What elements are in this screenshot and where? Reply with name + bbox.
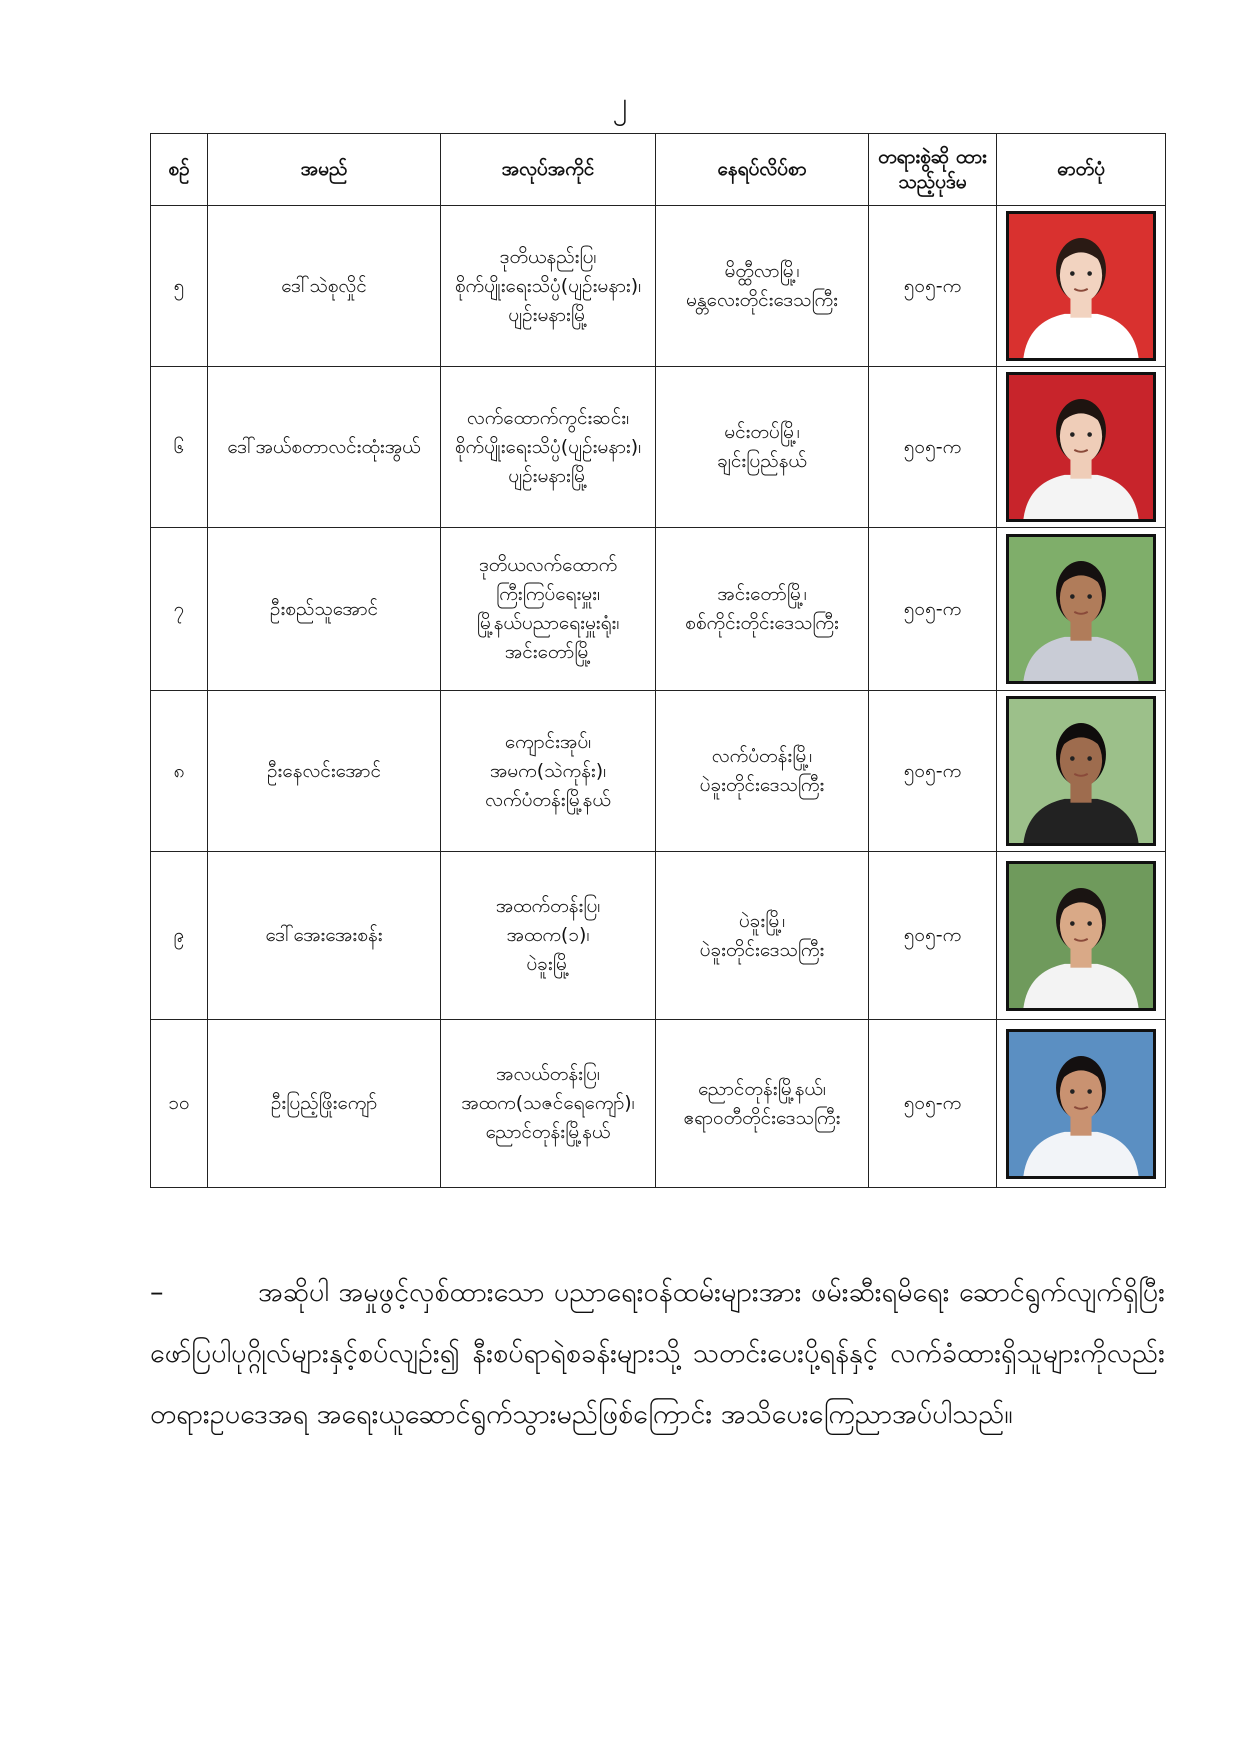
table-row xyxy=(151,691,1166,852)
address-line: ညောင်တုန်းမြို့နယ်၊ xyxy=(698,1077,826,1100)
address-line: ချင်းပြည်နယ် xyxy=(717,450,807,472)
occupation-line: အထက(သဇင်ရေကျော်)၊ xyxy=(461,1092,635,1114)
occupation-line: အထက်တန်းပြ၊ xyxy=(495,895,601,917)
occupation-line: ဒုတိယနည်းပြ၊ xyxy=(499,245,597,268)
header-occupation: အလုပ်အကိုင် xyxy=(441,134,656,206)
cell-photo xyxy=(997,691,1166,852)
occupation-line: မြို့နယ်ပညာရေးမှူးရုံး၊ xyxy=(476,612,620,634)
cell-photo xyxy=(997,206,1166,367)
wanted-persons-table xyxy=(150,133,1166,1188)
cell-name: ဦးစည်သူအောင် xyxy=(208,528,441,691)
occupation-line: အမက(သဲကုန်း)၊ xyxy=(489,759,607,782)
occupation-line: အင်းတော်မြို့ xyxy=(504,641,592,663)
occupation-line: ပျဉ်းမနားမြို့ xyxy=(508,464,588,487)
portrait-photo xyxy=(1006,534,1156,684)
address-line: လက်ပံတန်းမြို့၊ xyxy=(711,745,813,767)
occupation-line: ညောင်တုန်းမြို့နယ် xyxy=(485,1121,611,1143)
address-line: အင်းတော်မြို့၊ xyxy=(717,583,807,605)
cell-occupation xyxy=(441,691,656,852)
cell-address xyxy=(656,852,869,1020)
address-line: ပဲခူးမြို့၊ xyxy=(738,909,786,932)
cell-name: ဦးပြည့်ဖြိုးကျော် xyxy=(208,1020,441,1188)
cell-address xyxy=(656,528,869,691)
address-line: ပဲခူးတိုင်းဒေသကြီး xyxy=(699,938,825,961)
occupation-line: ပဲခူးမြို့ xyxy=(526,953,570,975)
occupation-line: ပျဉ်းမနားမြို့ xyxy=(508,303,588,326)
cell-section: ၅၀၅-က xyxy=(869,852,997,1020)
table-body xyxy=(151,206,1166,1188)
cell-name: ဒေါ်အေးအေးစန်း xyxy=(208,852,441,1020)
cell-section: ၅၀၅-က xyxy=(869,206,997,367)
paragraph-text: အဆိုပါ အမှုဖွင့်လှစ်ထားသော ပညာရေးဝန်ထမ်းများအား ဖမ်းဆီးရမိရေး ဆောင်ရွက်လျက်ရှိပြီး ဖော်ပြပါပုဂ္ဂိုလ်များနှင့်စပ်လျဉ်း၍ နီးစပ်ရာရဲစခန်းများသို့ သတင်းပေးပို့ရန်နှင့် လက်ခံထားရှိသူများကိုလည်း တရားဥပဒေအရ အရေးယူဆောင်ရွက်သွားမည်ဖြစ်ကြောင်း အသိပေးကြေညာအပ်ပါသည်။ xyxy=(150,1277,1165,1430)
cell-no: ၁၀ xyxy=(151,1020,208,1188)
cell-no: ၉ xyxy=(151,852,208,1020)
announcement-paragraph xyxy=(150,1262,1165,1445)
cell-name: ဒေါ်သဲစုလှိုင် xyxy=(208,206,441,367)
occupation-line: လက်ထောက်ကွင်းဆင်း၊ xyxy=(466,406,630,429)
table-row xyxy=(151,1020,1166,1188)
address-line: စစ်ကိုင်းတိုင်းဒေသကြီး xyxy=(685,612,839,634)
header-name: အမည် xyxy=(208,134,441,206)
cell-photo xyxy=(997,1020,1166,1188)
table-row xyxy=(151,852,1166,1020)
cell-address xyxy=(656,367,869,528)
table-row xyxy=(151,206,1166,367)
cell-occupation xyxy=(441,1020,656,1188)
header-photo: ဓာတ်ပုံ xyxy=(997,134,1166,206)
portrait-photo xyxy=(1006,861,1156,1011)
cell-occupation xyxy=(441,528,656,691)
cell-section: ၅၀၅-က xyxy=(869,1020,997,1188)
portrait-photo xyxy=(1006,211,1156,361)
header-section: တရားစွဲဆို ထားသည့်ပုဒ်မ xyxy=(869,134,997,206)
occupation-line: ကျောင်းအုပ်၊ xyxy=(504,730,592,753)
cell-occupation xyxy=(441,206,656,367)
cell-name: ဒေါ်အယ်စတာလင်းထုံးအွယ် xyxy=(208,367,441,528)
address-line: မိတ္ထီလာမြို့၊ xyxy=(724,260,800,282)
cell-name: ဦးနေလင်းအောင် xyxy=(208,691,441,852)
portrait-photo xyxy=(1006,696,1156,846)
address-line: မင်းတပ်မြို့၊ xyxy=(724,421,800,443)
occupation-line: စိုက်ပျိုးရေးသိပ္ပံ(ပျဉ်းမနား)၊ xyxy=(454,435,642,458)
occupation-line: ကြီးကြပ်ရေးမှူး၊ xyxy=(496,583,600,605)
table-header-row xyxy=(151,134,1166,206)
cell-section: ၅၀၅-က xyxy=(869,528,997,691)
cell-occupation xyxy=(441,367,656,528)
cell-photo xyxy=(997,528,1166,691)
header-no: စဉ် xyxy=(151,134,208,206)
occupation-line: စိုက်ပျိုးရေးသိပ္ပံ(ပျဉ်းမနား)၊ xyxy=(454,274,642,297)
occupation-line: ဒုတိယလက်ထောက် xyxy=(478,554,618,576)
cell-occupation xyxy=(441,852,656,1020)
portrait-photo xyxy=(1006,372,1156,522)
address-line: ဧရာဝတီတိုင်းဒေသကြီး xyxy=(683,1106,841,1129)
cell-section: ၅၀၅-က xyxy=(869,691,997,852)
occupation-line: အထက(၁)၊ xyxy=(506,924,590,946)
address-line: ပဲခူးတိုင်းဒေသကြီး xyxy=(699,774,825,796)
cell-photo xyxy=(997,852,1166,1020)
cell-no: ၈ xyxy=(151,691,208,852)
address-line: မန္တလေးတိုင်းဒေသကြီး xyxy=(686,289,838,311)
cell-no: ၆ xyxy=(151,367,208,528)
occupation-line: အလယ်တန်းပြ၊ xyxy=(496,1063,600,1085)
cell-address xyxy=(656,206,869,367)
header-address: နေရပ်လိပ်စာ xyxy=(656,134,869,206)
cell-no: ၇ xyxy=(151,528,208,691)
cell-photo xyxy=(997,367,1166,528)
occupation-line: လက်ပံတန်းမြို့နယ် xyxy=(485,788,611,811)
table-row xyxy=(151,528,1166,691)
cell-no: ၅ xyxy=(151,206,208,367)
paragraph-dash: – xyxy=(150,1277,164,1308)
page-number: ၂ xyxy=(612,86,628,121)
cell-section: ၅၀၅-က xyxy=(869,367,997,528)
table-row xyxy=(151,367,1166,528)
cell-address xyxy=(656,1020,869,1188)
portrait-photo xyxy=(1006,1029,1156,1179)
cell-address xyxy=(656,691,869,852)
